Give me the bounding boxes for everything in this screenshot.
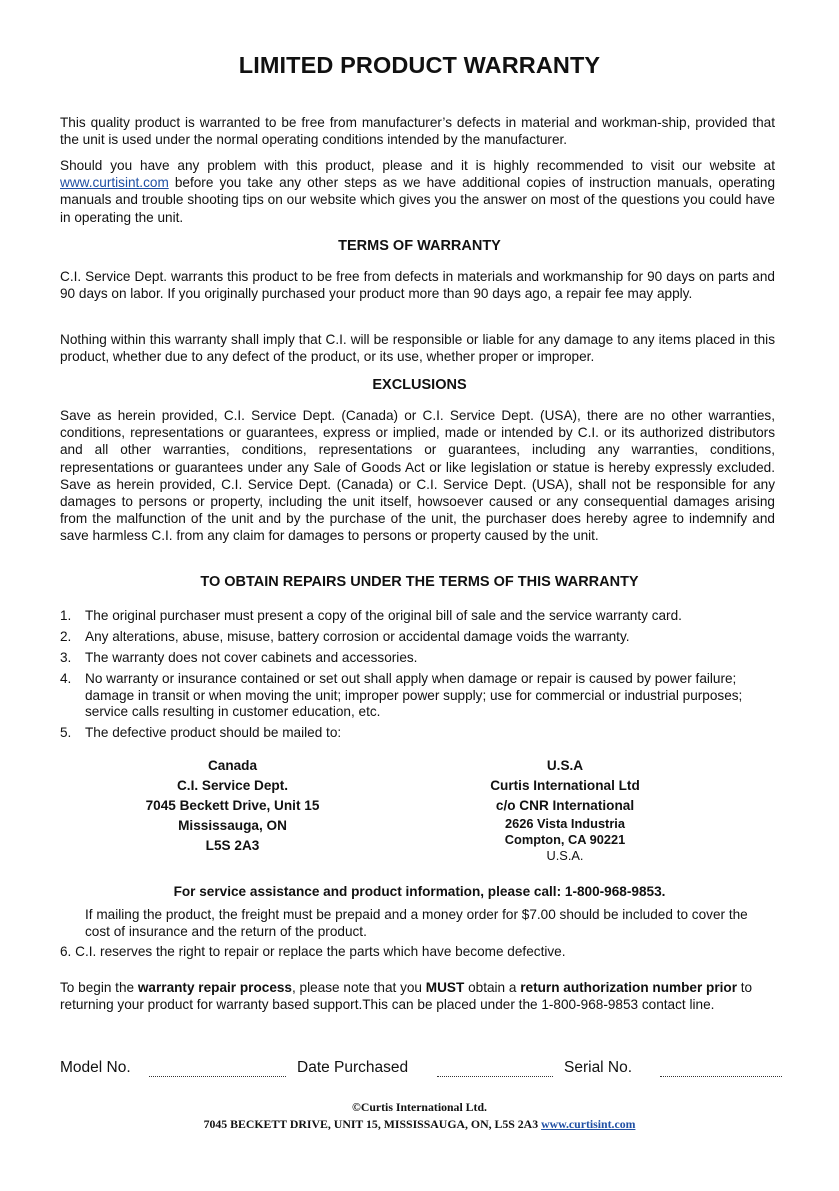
list-item-number: 4.	[60, 671, 72, 686]
date-purchased-field[interactable]	[437, 1076, 553, 1077]
canada-street: 7045 Beckett Drive, Unit 15	[145, 798, 320, 813]
usa-company: Curtis International Ltd	[490, 778, 640, 793]
repair-steps-list	[60, 608, 775, 746]
exclusions-heading: EXCLUSIONS	[372, 377, 467, 393]
intro-paragraph-1: This quality product is warranted to be free from manufacturer’s defects in material and workman-ship, provided that the unit is used under the normal operating conditions intended by the manufacturer.	[60, 115, 775, 148]
list-item	[60, 671, 775, 721]
begin-text-2: , please note that you	[292, 980, 422, 995]
terms-paragraph-1: C.I. Service Dept. warrants this product to be free from defects in materials and workmanship for 90 days on parts and 90 days on labor. If you originally purchased your product more than 90 days ago, a repair fee may apply.	[60, 269, 775, 302]
terms-paragraph-2: Nothing within this warranty shall imply that C.I. will be responsible or liable for any damage to any items placed in this product, whether due to any defect of the product, or its use, whether proper or improper.	[60, 332, 775, 365]
date-purchased-label: Date Purchased	[297, 1059, 409, 1076]
intro-text-after-link: before you take any other steps as we have additional copies of instruction manuals, operating manuals and trouble shooting tips on our website which gives you the answer on most of the questions you could have in operating the unit.	[60, 175, 776, 225]
list-item-number: 1.	[60, 608, 72, 623]
usa-care-of: c/o CNR International	[495, 798, 635, 813]
list-item-text: The original purchaser must present a copy of the original bill of sale and the service warranty card.	[85, 608, 682, 623]
footer-website-link[interactable]: www.curtisint.com	[541, 1117, 636, 1131]
footer-copyright: ©Curtis International Ltd.	[352, 1100, 487, 1114]
list-item-6	[60, 944, 566, 959]
canada-company: C.I. Service Dept.	[176, 778, 289, 793]
list-item-text: The defective product should be mailed to:	[85, 725, 342, 740]
serial-field[interactable]	[660, 1076, 782, 1077]
product-info-fields	[60, 1059, 785, 1083]
canada-address	[130, 756, 335, 856]
model-label: Model No.	[60, 1059, 131, 1076]
list-item	[60, 725, 775, 742]
begin-bold-1: warranty repair process	[137, 980, 292, 995]
begin-bold-2: MUST	[425, 980, 465, 995]
canada-postal: L5S 2A3	[205, 838, 260, 853]
begin-text-4: to returning your product for warranty based support.This can be placed under the 1-800-968-9853 contact line.	[60, 980, 753, 1012]
exclusions-paragraph: Save as herein provided, C.I. Service Dept. (Canada) or C.I. Service Dept. (USA), there are no other warranties, conditions, representations or guarantees, express or implied, made or intended by C.I. or its authorized distributors and all other warranties, conditions, representations or guarantees, including any warranties, conditions, representations or guarantees under any Sale of Goods Act or like legislation or statue is hereby expressly excluded. Save as herein provided, C.I. Service Dept. (Canada) or C.I. Service Dept. (USA), shall not be responsible for any damages to persons or property, including the unit itself, howsoever caused or any consequential damages arising from the malfunction of the unit and by the purchase of the unit, the purchaser does hereby agree to indemnify and save harmless C.I. from any claim for damages to persons or property caused by the unit.	[60, 408, 775, 544]
usa-street: 2626 Vista Industria	[505, 816, 625, 831]
mailing-note: If mailing the product, the freight must be prepaid and a money order for $7.00 should be included to cover the cost of insurance and the return of the product.	[85, 907, 748, 939]
list-item	[60, 650, 775, 667]
usa-country-line: U.S.A.	[546, 848, 584, 863]
list-item-text: C.I. reserves the right to repair or replace the parts which have become defective.	[75, 944, 566, 959]
intro-paragraph-2	[60, 157, 775, 226]
begin-text-3: obtain a	[468, 980, 517, 995]
list-item-number: 3.	[60, 650, 72, 665]
usa-country: U.S.A	[546, 758, 584, 773]
list-item-number: 2.	[60, 629, 72, 644]
model-field[interactable]	[149, 1076, 286, 1077]
begin-bold-3: return authorization number prior	[520, 980, 737, 995]
list-item	[60, 629, 775, 646]
page-title: LIMITED PRODUCT WARRANTY	[238, 52, 601, 78]
repairs-heading: TO OBTAIN REPAIRS UNDER THE TERMS OF THIS WARRANTY	[200, 574, 639, 590]
usa-city: Compton, CA 90221	[504, 832, 626, 847]
list-item-text: No warranty or insurance contained or set out shall apply when damage or repair is caused by power failure; damage in transit or when moving the unit; improper power supply; use for commercial or industrial purposes; service calls resulting in customer education, etc.	[85, 671, 743, 719]
begin-text-1: To begin the	[60, 980, 135, 995]
list-item-text: The warranty does not cover cabinets and accessories.	[85, 650, 418, 665]
service-phone-line: For service assistance and product information, please call: 1-800-968-9853.	[173, 884, 666, 899]
footer-address-line	[0, 1116, 839, 1133]
footer	[0, 1099, 839, 1133]
canada-city: Mississauga, ON	[178, 818, 287, 833]
list-item-number: 5.	[60, 725, 72, 740]
serial-label: Serial No.	[564, 1059, 633, 1076]
list-item	[60, 608, 775, 625]
usa-address	[470, 756, 660, 864]
repair-process-paragraph	[60, 979, 775, 1013]
list-item-text: Any alterations, abuse, misuse, battery corrosion or accidental damage voids the warranty.	[85, 629, 630, 644]
footer-address: 7045 BECKETT DRIVE, UNIT 15, MISSISSAUGA, ON, L5S 2A3	[203, 1117, 539, 1131]
list-item-number: 6.	[60, 944, 72, 959]
terms-heading: TERMS OF WARRANTY	[338, 238, 501, 254]
website-link[interactable]: www.curtisint.com	[60, 175, 169, 191]
intro-text-before-link: Should you have any problem with this product, please and it is highly recommended to visit our website at	[60, 158, 775, 173]
canada-country: Canada	[207, 758, 258, 773]
